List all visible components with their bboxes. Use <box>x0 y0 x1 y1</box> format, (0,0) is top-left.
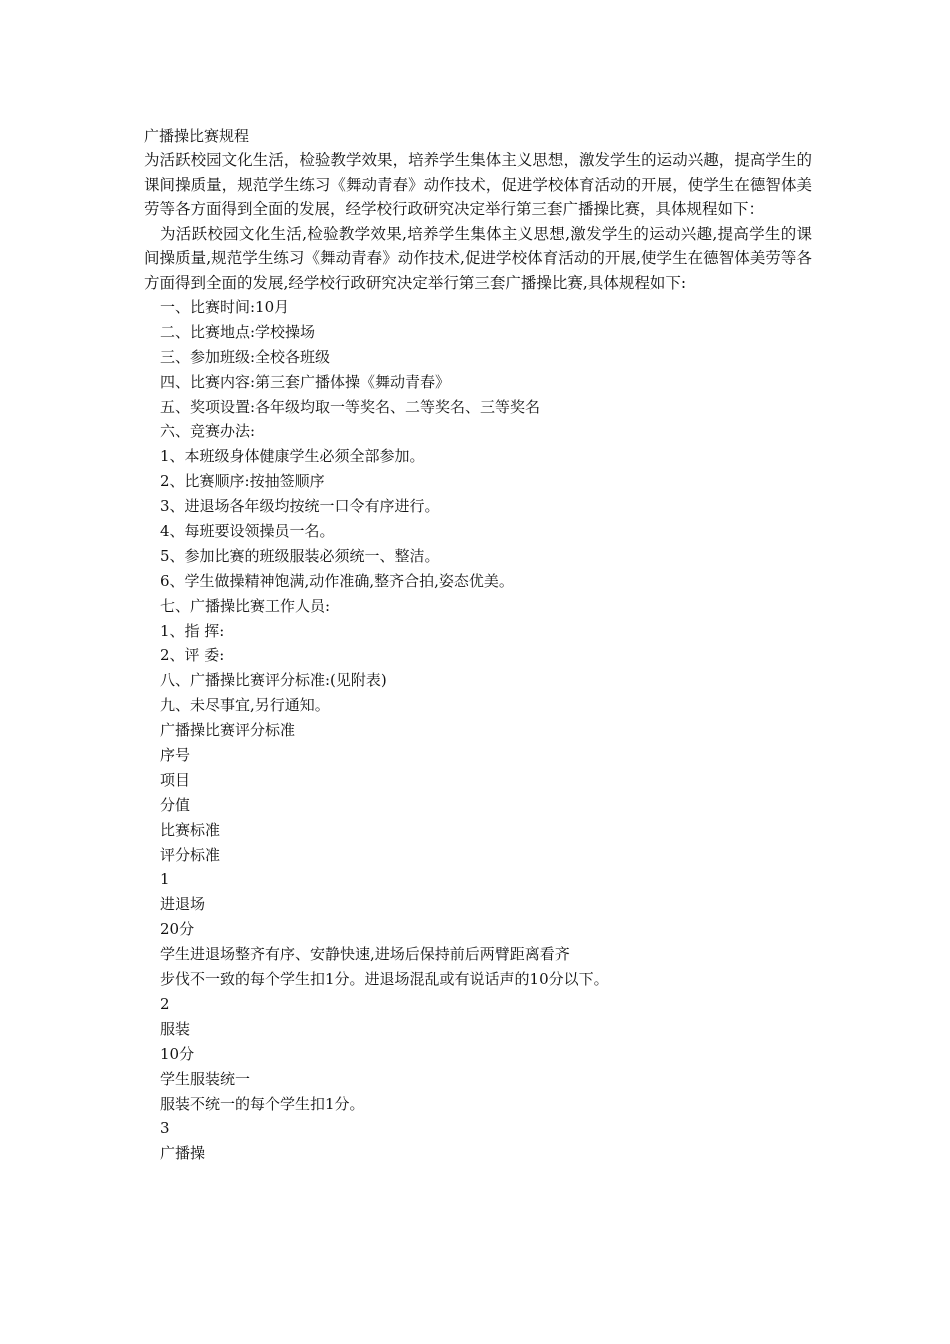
document-title: 广播操比赛规程 <box>144 127 250 145</box>
rule-line: 2、评 委: <box>160 646 225 665</box>
table-cell: 2 <box>160 994 170 1013</box>
table-cell: 进退场 <box>160 895 206 914</box>
table-cell: 广播操 <box>160 1144 206 1163</box>
rule-line: 4、每班要设领操员一名。 <box>160 522 335 541</box>
table-header-cell: 项目 <box>160 770 191 789</box>
rule-line: 七、广播操比赛工作人员: <box>160 596 331 615</box>
table-cell: 学生进退场整齐有序、安静快速,进场后保持前后两臂距离看齐 <box>160 945 570 964</box>
table-header-cell: 评分标准 <box>160 845 221 864</box>
rule-line: 九、未尽事宜,另行通知。 <box>160 696 330 715</box>
table-header-cell: 比赛标准 <box>160 820 221 839</box>
table-cell: 学生服装统一 <box>160 1069 251 1088</box>
table-cell: 10分 <box>160 1044 195 1063</box>
table-cell: 步伐不一致的每个学生扣1分。进退场混乱或有说话声的10分以下。 <box>160 970 609 989</box>
table-header-cell: 序号 <box>160 746 191 765</box>
rule-line: 1、指 挥: <box>160 621 225 640</box>
rule-line: 一、比赛时间:10月 <box>160 298 290 316</box>
rule-line: 6、学生做操精神饱满,动作准确,整齐合拍,姿态优美。 <box>160 571 514 590</box>
table-header-cell: 分值 <box>160 795 191 814</box>
rule-line: 六、竞赛办法: <box>160 422 256 441</box>
intro-paragraph: 为活跃校园文化生活，检验教学效果，培养学生集体主义思想，激发学生的运动兴趣，提高学生的课间操质量，规范学生练习《舞动青春》动作技术，促进学校体育活动的开展，使学生在德智体美劳等各方面得到全面的发展，经学校行政研究决定举行第三套广播操比赛，具体规程如下： <box>144 151 812 218</box>
table-cell: 服装不统一的每个学生扣1分。 <box>160 1094 365 1113</box>
rule-line: 2、比赛顺序:按抽签顺序 <box>160 472 325 491</box>
rule-line: 3、进退场各年级均按统一口令有序进行。 <box>160 497 440 516</box>
rule-line: 1、本班级身体健康学生必须全部参加。 <box>160 447 425 466</box>
rule-line: 五、奖项设置:各年级均取一等奖名、二等奖名、三等奖名 <box>160 397 541 416</box>
rule-line: 八、广播操比赛评分标准:(见附表) <box>160 671 387 690</box>
table-title: 广播操比赛评分标准 <box>160 721 296 740</box>
table-cell: 20分 <box>160 920 195 939</box>
table-cell: 3 <box>160 1119 170 1138</box>
table-cell: 服装 <box>160 1019 191 1038</box>
rule-line: 5、参加比赛的班级服装必须统一、整洁。 <box>160 546 440 565</box>
rules-list <box>144 295 812 1166</box>
rule-line: 三、参加班级:全校各班级 <box>160 347 331 366</box>
table-cell: 1 <box>160 870 170 889</box>
rule-line: 二、比赛地点:学校操场 <box>160 322 316 341</box>
document-page <box>144 124 812 1166</box>
rule-line: 四、比赛内容:第三套广播体操《舞动青春》 <box>160 372 451 391</box>
intro-paragraph-repeat: 为活跃校园文化生活,检验教学效果,培养学生集体主义思想,激发学生的运动兴趣,提高学生的课间操质量,规范学生练习《舞动青春》动作技术,促进学校体育活动的开展,使学生在德智体美劳等各方面得到全面的发展,经学校行政研究决定举行第三套广播操比赛,具体规程如下: <box>144 224 812 292</box>
